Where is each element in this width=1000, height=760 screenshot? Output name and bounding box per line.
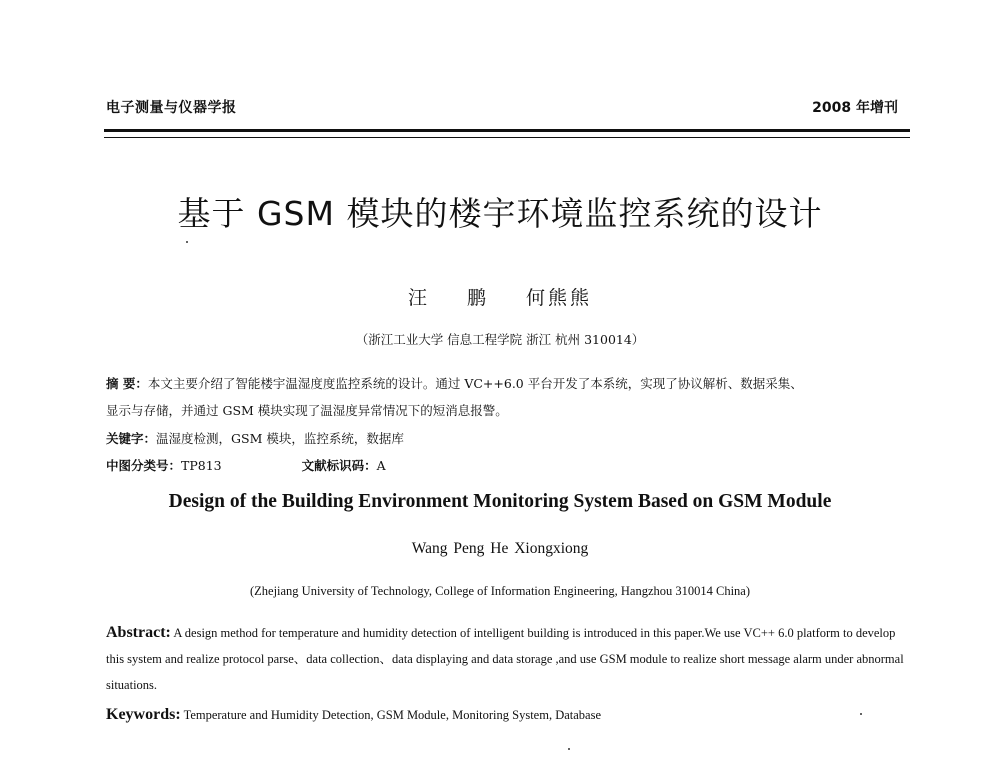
doc-code-label: 文献标识码：: [301, 458, 377, 473]
affiliation-en: (Zhejiang University of Technology, College of Information Engineering, Hangzhou 310014 China): [249, 584, 751, 598]
doc-code-value: A: [376, 458, 386, 473]
keywords-cn-label: 关键字：: [106, 431, 157, 446]
abstract-en-text: A design method for temperature and humidity detection of intelligent building is introduced in this paper.We use VC++ 6.0 platform to develop this system and realize protocol parse、data collection、data displaying and data storage ,and use GSM module to realize short message alarm under abnormal situations.: [106, 626, 904, 692]
authors-en: Wang Peng He Xiongxiong: [411, 540, 589, 557]
abstract-cn-line2: 显示与存储，并通过 GSM 模块实现了温湿度异常情况下的短消息报警。: [106, 403, 508, 418]
classification-line: [106, 456, 916, 474]
abstract-cn-label: 摘 要：: [106, 376, 148, 391]
journal-name: 电子测量与仪器学报: [106, 100, 237, 116]
keywords-cn: [106, 429, 916, 447]
header-rule-thin: [104, 137, 910, 138]
issue-label: 2008 年增刊: [812, 100, 898, 116]
keywords-en: [106, 706, 906, 724]
scan-speck: [568, 748, 570, 750]
keywords-en-text: Temperature and Humidity Detection, GSM Module, Monitoring System, Database: [183, 708, 602, 722]
paper-title-en: Design of the Building Environment Monitoring System Based on GSM Module: [168, 491, 832, 512]
abstract-en: [106, 620, 906, 698]
clc-label: 中图分类号：: [106, 458, 182, 473]
affiliation-cn: （浙江工业大学 信息工程学院 浙江 杭州 310014）: [355, 332, 645, 347]
scan-speck: [186, 241, 188, 243]
clc-value: TP813: [181, 458, 222, 473]
abstract-en-label: Abstract:: [106, 624, 171, 641]
scan-speck: [860, 713, 862, 715]
abstract-cn-line1: 本文主要介绍了智能楼宇温湿度度监控系统的设计。通过 VC++6.0 平台开发了本系统，实现了协议解析、数据采集、: [147, 376, 803, 391]
paper-title-cn: 基于 GSM 模块的楼宇环境监控系统的设计: [177, 194, 823, 233]
abstract-cn: [106, 374, 916, 392]
keywords-en-label: Keywords:: [106, 706, 181, 723]
header-rule-thick: [104, 129, 910, 132]
authors-cn: 汪 鹏 何熊熊: [407, 287, 593, 309]
keywords-cn-text: 温湿度检测，GSM 模块，监控系统，数据库: [156, 431, 404, 446]
